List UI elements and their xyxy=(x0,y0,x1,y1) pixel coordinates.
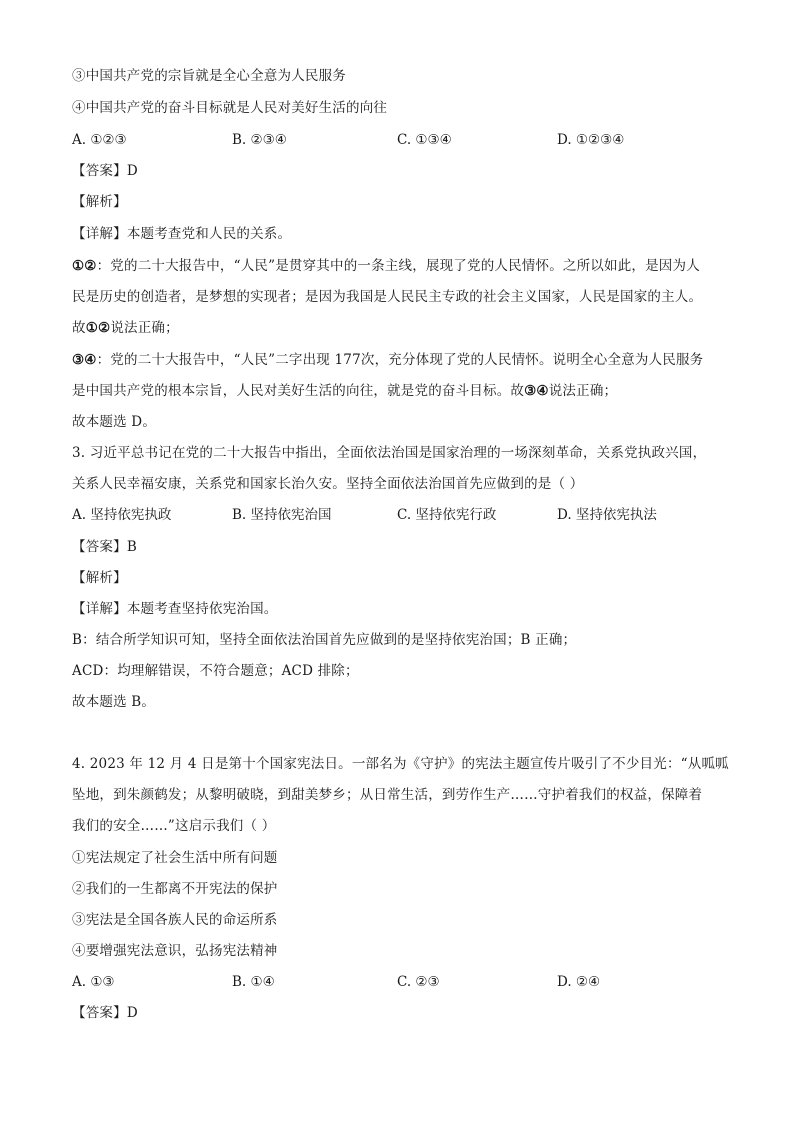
q3-stem-line1: 3. 习近平总书记在党的二十大报告中指出，全面依法治国是国家治理的一场深刻革命，关系党执政兴国， xyxy=(72,445,707,461)
q4-option-a: A. ①③ xyxy=(72,974,115,990)
q4-stem-line2: 坠地，到朱颜鹤发；从黎明破晓，到甜美梦乡；从日常生活，到劳作生产……守护着我们的权益，保障着 xyxy=(72,787,703,803)
q2-answer xyxy=(72,161,722,181)
answer-value: D xyxy=(126,1005,138,1021)
para1-l3-pre: 故 xyxy=(72,320,86,336)
q2-option-d: D. ①②③④ xyxy=(557,132,625,148)
para1-l3-post: 说法正确； xyxy=(110,320,179,336)
q4-stem-line1: 4. 2023 年 12 月 4 日是第十个国家宪法日。一部名为《守护》的宪法主题宣传片吸引了不少目光：“从呱呱 xyxy=(72,756,729,772)
q4-answer xyxy=(72,1003,722,1023)
detail-text: 本题考查坚持依宪治国。 xyxy=(126,601,278,617)
q4-stem-line3: 我们的安全……”这启示我们（ ） xyxy=(72,818,276,834)
q2-para1-line1 xyxy=(72,256,722,276)
q2-para2-line2 xyxy=(72,381,722,401)
para2-marks: ③④ xyxy=(72,352,97,368)
q3-answer xyxy=(72,537,722,557)
q4-item-2: ②我们的一生都离不开宪法的保护 xyxy=(72,881,278,897)
q4-item-4: ④要增强宪法意识，弘扬宪法精神 xyxy=(72,943,278,959)
q3-conclusion: 故本题选 B。 xyxy=(72,694,156,710)
q2-item-4: ④中国共产党的奋斗目标就是人民对美好生活的向往 xyxy=(72,100,388,116)
q3-detail xyxy=(72,599,722,619)
answer-label: 【答案】 xyxy=(72,163,127,179)
q4-option-c: C. ②③ xyxy=(397,974,440,990)
q2-option-b: B. ②③④ xyxy=(232,132,287,148)
q3-option-b: B. 坚持依宪治国 xyxy=(232,507,332,523)
answer-value: D xyxy=(126,163,138,179)
answer-value: B xyxy=(126,539,137,555)
q2-item-3: ③中国共产党的宗旨就是全心全意为人民服务 xyxy=(72,68,346,84)
para2-l2-pre: 是中国共产党的根本宗旨，人民对美好生活的向往，就是党的奋斗目标。故 xyxy=(72,383,525,399)
q4-option-d: D. ②④ xyxy=(557,974,601,990)
detail-text: 本题考查党和人民的关系。 xyxy=(126,226,292,242)
answer-label: 【答案】 xyxy=(72,539,127,555)
q2-conclusion: 故本题选 D。 xyxy=(72,414,157,430)
q3-line-b: B：结合所学知识可知，坚持全面依法治国首先应做到的是坚持依宪治国；B 正确； xyxy=(72,632,577,648)
para2-l2-marks: ③④ xyxy=(524,383,549,399)
q3-option-a: A. 坚持依宪执政 xyxy=(72,507,172,523)
q2-para2-line1 xyxy=(72,350,722,370)
q3-option-d: D. 坚持依宪执法 xyxy=(557,507,657,523)
answer-label: 【答案】 xyxy=(72,1005,127,1021)
para2-l2-post: 说法正确； xyxy=(548,383,618,399)
q3-analysis-label: 【解析】 xyxy=(72,570,127,586)
q3-line-acd: ACD：均理解错误，不符合题意；ACD 排除； xyxy=(72,663,359,679)
q2-para1-line3 xyxy=(72,318,722,338)
detail-label: 【详解】 xyxy=(72,226,127,242)
q2-para1-line2: 民是历史的创造者，是梦想的实现者；是因为我国是人民民主专政的社会主义国家，人民是国家的主人。 xyxy=(72,289,703,305)
q3-stem-line2: 关系人民幸福安康，关系党和国家长治久安。坚持全面依法治国首先应做到的是（ ） xyxy=(72,476,584,492)
q2-option-c: C. ①③④ xyxy=(397,132,452,148)
q4-item-1: ①宪法规定了社会生活中所有问题 xyxy=(72,850,278,866)
q4-item-3: ③宪法是全国各族人民的命运所系 xyxy=(72,912,278,928)
q3-option-c: C. 坚持依宪行政 xyxy=(397,507,497,523)
para1-text: ：党的二十大报告中，“人民”是贯穿其中的一条主线，展现了党的人民情怀。之所以如此，是因为人 xyxy=(96,258,700,274)
q2-detail xyxy=(72,224,722,244)
q2-option-a: A. ①②③ xyxy=(72,132,127,148)
para2-text: ：党的二十大报告中，“人民”二字出现 177次，充分体现了党的人民情怀。说明全心全意为人民服务 xyxy=(96,352,704,368)
para1-marks: ①② xyxy=(72,258,97,274)
para1-l3-marks: ①② xyxy=(85,320,111,336)
q2-analysis-label: 【解析】 xyxy=(72,194,127,210)
detail-label: 【详解】 xyxy=(72,601,127,617)
q4-option-b: B. ①④ xyxy=(232,974,275,990)
